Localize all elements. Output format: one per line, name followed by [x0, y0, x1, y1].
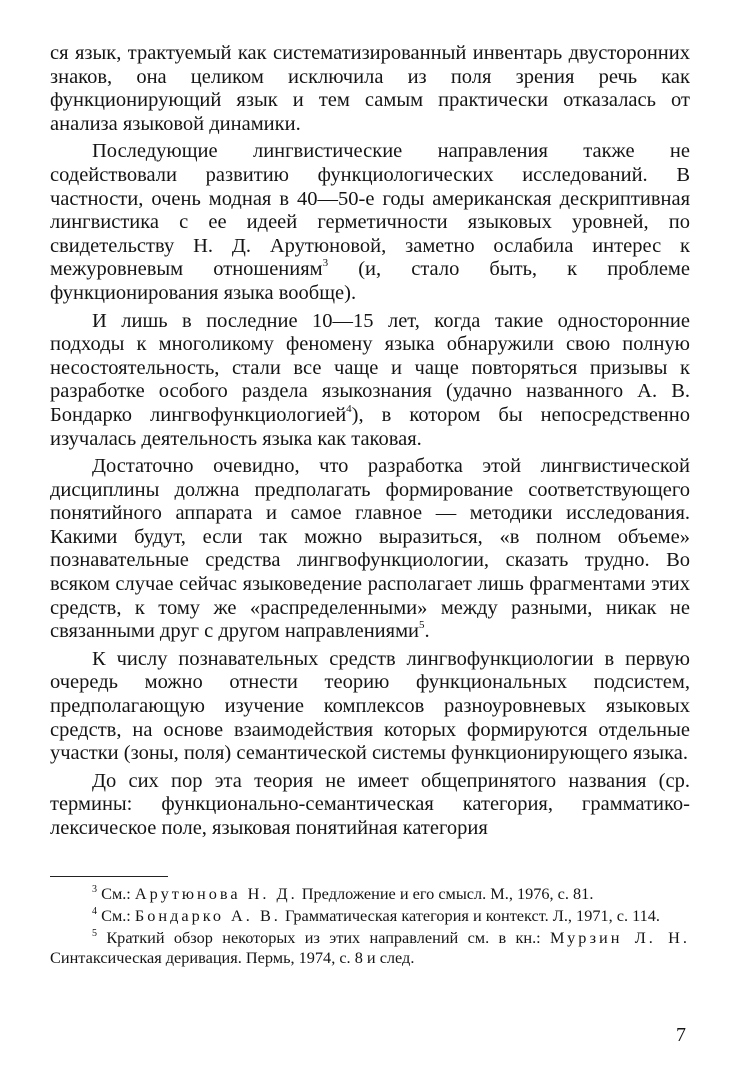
footnotes: [50, 884, 690, 970]
footnote-number: 5: [92, 928, 97, 939]
paragraph-5: [50, 648, 690, 766]
paragraph-2: [50, 140, 690, 305]
footnote-4: [50, 906, 690, 926]
paragraph-3-text: И лишь в последние 10—15 лет, когда такие односторонние подходы к многоликому феномену языка обнаружили свою полную несостоятельность, стали все чаще и чаще повторяться призывы к разработке особого раздела языкознания (удачно названного А. В. Бондарко лингвофункциологией: [50, 309, 690, 426]
footnote-ref-3: 3: [322, 257, 329, 270]
paragraph-5-text: К числу познавательных средств лингвофункциологии в первую очередь можно отнести теорию функциональных подсистем, предполагающую изучение комплексов разноуровневых языковых средств, на основе взаимодействия которых формируются отдельные участки (зоны, поля) семантической системы функционирующего языка.: [50, 647, 690, 765]
paragraph-6: [50, 770, 690, 841]
footnote-citation: Синтаксическая деривация. Пермь, 1974, с. 8 и след.: [50, 948, 415, 967]
footnote-number: 4: [92, 906, 97, 917]
footnote-prefix: См.:: [101, 906, 135, 925]
footnote-author: Бондарко А. В.: [134, 906, 281, 925]
footnote-3: [50, 884, 690, 904]
footnote-citation: Грамматическая категория и контекст. Л., 1971, с. 114.: [280, 906, 661, 925]
footnote-author: Мурзин Л. Н.: [550, 928, 690, 947]
page-number: 7: [676, 1024, 686, 1046]
paragraph-4-tail: .: [424, 620, 430, 643]
footnote-citation: Предложение и его смысл. М., 1976, с. 81.: [297, 884, 594, 903]
paragraph-2-tail: (и, стало быть, к проблеме функционирования языка вообще).: [50, 258, 690, 304]
main-text: [50, 42, 690, 845]
paragraph-4-text: Достаточно очевидно, что разработка этой лингвистической дисциплины должна предполагать формирование соответствующего понятийного аппарата и самое главное — методики исследования. Какими будут, если так можно выразиться, «в полном объеме» познавательные средства лингвофункциологии, сказать трудно. Во всяком случае сейчас языковедение располагает лишь фрагментами этих средств, к тому же «распределенными» между разными, никак не связанными друг с другом направлениями: [50, 455, 690, 643]
footnote-author: Арутюнова Н. Д.: [134, 884, 298, 903]
footnote-prefix: См.:: [101, 884, 135, 903]
footnote-prefix: Краткий обзор некоторых из этих направлений см. в кн.:: [106, 928, 551, 947]
footnote-divider: [50, 876, 168, 877]
paragraph-2-text: Последующие лингвистические направления также не содействовали развитию функциологических исследований. В частности, очень модная в 40—50-е годы американская дескриптивная лингвистика с ее идеей герметичности языковых уровней, по свидетельству Н. Д. Арутюновой, заметно ослабила интерес к межуровневым отношениям: [50, 140, 690, 281]
paragraph-4: [50, 455, 690, 644]
paragraph-1: [50, 42, 690, 136]
footnote-ref-5: 5: [419, 619, 425, 632]
paragraph-6-text: До сих пор эта теория не имеет общепринятого названия (ср. термины: функционально-семантическая категория, грамматико-лексическое поле, языковая понятийная категория: [50, 769, 690, 839]
paragraph-3: [50, 310, 690, 452]
footnote-number: 3: [92, 884, 97, 895]
paragraph-3-tail: ), в котором бы непосредственно изучалась деятельность языка как таковая.: [50, 403, 690, 450]
footnote-5: [50, 928, 690, 968]
paragraph-1-text: ся язык, трактуемый как систематизированный инвентарь двусторонних знаков, она целиком исключила из поля зрения речь как функционирующий язык и тем самым практически отказалась от анализа языковой динамики.: [50, 42, 690, 135]
footnote-ref-4: 4: [346, 402, 352, 415]
